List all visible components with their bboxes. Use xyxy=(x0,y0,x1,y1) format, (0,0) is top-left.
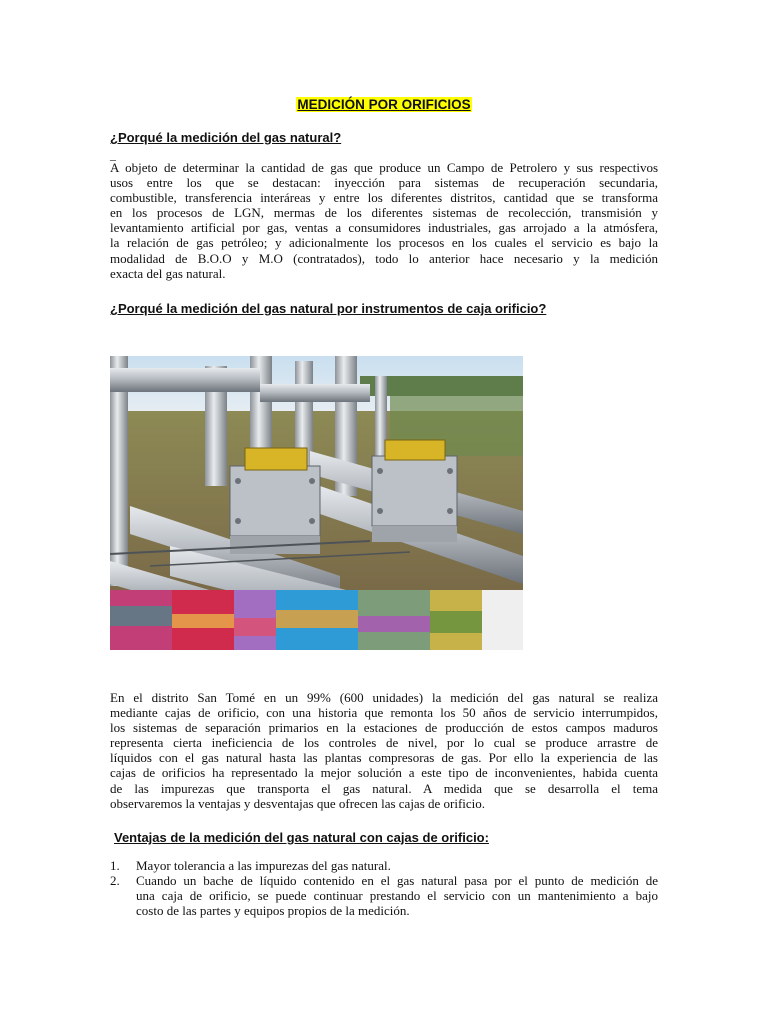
paragraph-purpose xyxy=(110,160,658,281)
text-line: observaremos la ventajas y desventajas que ofrecen las cajas de orificio. xyxy=(110,795,486,811)
list-text xyxy=(136,858,658,873)
document-title xyxy=(110,97,658,112)
stray-mark: _ xyxy=(110,148,116,162)
text-line: una caja de orificio, se puede continuar prestando el servicio con un mantenimiento a bajo xyxy=(136,888,658,904)
heading-why-orifice-box: ¿Porqué la medición del gas natural por instrumentos de caja orificio? xyxy=(110,301,547,316)
text-line: en los procesos de LGN, mermas de los diferentes sistemas de recolección, transmisión y xyxy=(110,205,658,221)
text-line: líquidos con el gas natural hasta las plantas compresoras de gas. Por ello la experiencia de las xyxy=(110,750,658,766)
list-text xyxy=(136,873,658,918)
orifice-box-photo xyxy=(110,356,523,650)
text-line: representa cierta ineficiencia de los controles de nivel, por lo cual se produce arrastre de xyxy=(110,735,658,751)
text-line: En el distrito San Tomé en un 99% (600 unidades) la medición del gas natural se realiza xyxy=(110,690,658,705)
list-item xyxy=(110,873,658,918)
heading-advantages: Ventajas de la medición del gas natural con cajas de orificio: xyxy=(114,830,489,845)
advantages-list xyxy=(110,858,658,918)
text-line: costo de las partes y equipos propios de la medición. xyxy=(136,903,410,919)
list-number: 2. xyxy=(110,873,120,889)
text-line: cajas de orificios ha representado la mejor solución a este tipo de inconvenientes, habida cuenta xyxy=(110,765,658,781)
text-line: usos entre los que se destacan: inyección para sistemas de recuperación secundaria, xyxy=(110,175,658,191)
paragraph-san-tome xyxy=(110,690,658,811)
text-line: modalidad de B.O.O y M.O (contratados), todo lo anterior hace necesario y la medición xyxy=(110,250,658,266)
text-line: mediante cajas de orificio, con una historia que remonta los 50 años de servicio interrumpidos, xyxy=(110,705,658,721)
text-line: Cuando un bache de líquido contenido en el gas natural pasa por el punto de medición de xyxy=(136,873,658,889)
text-line: levantamiento artificial por gas, ventas a consumidores industriales, gas arrojado a la atmósfera, xyxy=(110,220,658,236)
text-line: de las impurezas que transporta el gas natural. A medida que se desarrolla el tema xyxy=(110,780,658,796)
document-title-text: MEDICIÓN POR ORIFICIOS xyxy=(297,97,471,112)
text-line: A objeto de determinar la cantidad de gas que produce un Campo de Petrolero y sus respectivos xyxy=(110,160,658,175)
text-line: los sistemas de separación primarios en la estaciones de producción de estos campos maduros xyxy=(110,720,658,736)
list-number: 1. xyxy=(110,858,120,873)
text-line: exacta del gas natural. xyxy=(110,265,226,281)
list-item xyxy=(110,858,658,873)
text-line: la relación de gas petróleo; y adicionalmente los procesos en los cuales el servicio es bajo la xyxy=(110,235,658,251)
text-line: combustible, transferencia interáreas y entre los diferentes distritos, cantidad que se transforma xyxy=(110,190,658,206)
heading-why-measure: ¿Porqué la medición del gas natural? xyxy=(110,130,342,145)
text-line: Mayor tolerancia a las impurezas del gas natural. xyxy=(136,858,391,873)
